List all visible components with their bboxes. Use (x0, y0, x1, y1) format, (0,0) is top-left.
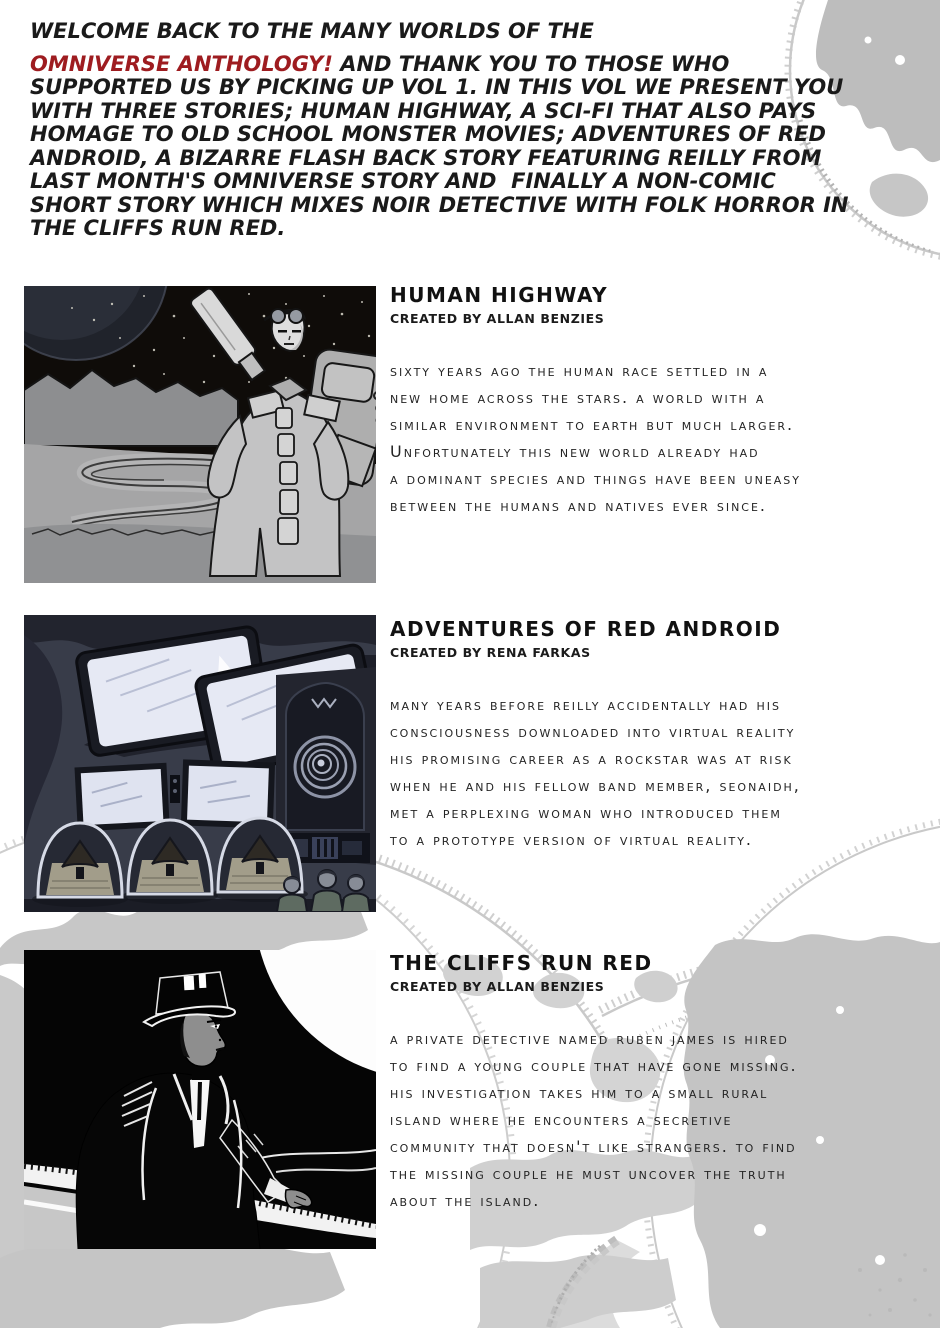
story-synopsis (390, 691, 940, 853)
synopsis-line: consciousness downloaded into virtual reality (390, 722, 796, 741)
intro-line: SUPPORTED US BY PICKING UP VOL 1. IN THIS VOL WE PRESENT YOU (30, 75, 844, 99)
glass-domes (32, 818, 308, 907)
story-text-block (390, 283, 940, 519)
red-android-illustration (24, 615, 376, 912)
intro-line: ANDROID, A BIZARRE FLASH BACK STORY FEATURING REILLY FROM (30, 145, 822, 170)
story-synopsis (390, 1025, 940, 1214)
human-highway-illustration (24, 286, 376, 583)
intro-line: WITH THREE STORIES; HUMAN HIGHWAY, A SCI-FI THAT ALSO PAYS (30, 98, 817, 123)
story-text-block (390, 951, 940, 1214)
story-byline: CREATED BY ALLAN BENZIES (390, 311, 605, 326)
synopsis-line: to find a young couple that have gone missing. (390, 1056, 798, 1075)
synopsis-line: sixty years ago the human race settled in a (390, 361, 769, 380)
intro-paragraph (30, 20, 935, 241)
synopsis-line: similar environment to earth but much larger. (390, 415, 795, 434)
synopsis-line: about the island. (390, 1191, 541, 1210)
synopsis-line: Unfortunately this new world already had (390, 442, 760, 461)
story-title: THE CLIFFS RUN RED (390, 951, 653, 975)
story-title: HUMAN HIGHWAY (390, 283, 609, 307)
intro-line: THE CLIFFS RUN RED. (30, 216, 286, 240)
cliffs-run-red-illustration (24, 950, 376, 1249)
synopsis-line: community that doesn't like strangers. to find (390, 1137, 797, 1156)
screen-small-left (74, 763, 169, 832)
anthology-title-text: OMNIVERSE ANTHOLOGY! (30, 51, 333, 76)
synopsis-line: new home across the stars. a world with a (390, 388, 766, 407)
intro-line: HOMAGE TO OLD SCHOOL MONSTER MOVIES; ADVENTURES OF RED (30, 122, 826, 146)
synopsis-line: to a prototype version of virtual reality. (390, 830, 754, 849)
synopsis-line: the missing couple he must uncover the truth (390, 1164, 787, 1183)
synopsis-line: a dominant species and things have been uneasy (390, 469, 802, 488)
intro-line: SHORT STORY WHICH MIXES NOIR DETECTIVE WITH FOLK HORROR IN (30, 192, 849, 217)
synopsis-line: met a perplexing woman who introduced them (390, 803, 782, 822)
intro-line: LAST MONTH'S OMNIVERSE STORY AND FINALLY A NON-COMIC (30, 169, 776, 193)
synopsis-line: a private detective named ruben james is hired (390, 1029, 789, 1048)
synopsis-line: many years before reilly accidentally had his (390, 695, 781, 714)
story-byline: CREATED BY RENA FARKAS (390, 645, 591, 660)
story-synopsis (390, 357, 940, 519)
synopsis-line: his promising career as a rockstar was at risk (390, 749, 793, 768)
synopsis-line: between the humans and natives ever since. (390, 496, 768, 515)
story-byline: CREATED BY ALLAN BENZIES (390, 979, 605, 994)
synopsis-line: his investigation takes him to a small rural (390, 1083, 769, 1102)
watching-figures (277, 870, 370, 912)
story-title: ADVENTURES OF RED ANDROID (390, 617, 782, 641)
intro-line: WELCOME BACK TO THE MANY WORLDS OF THE (30, 19, 594, 43)
synopsis-line: island where he encounters a secretive (390, 1110, 733, 1129)
story-text-block (390, 617, 940, 853)
intro-line-highlight: OMNIVERSE ANTHOLOGY! AND THANK YOU TO THOSE WHO (30, 51, 730, 76)
synopsis-line: when he and his fellow band member, seonaidh, (390, 776, 801, 795)
